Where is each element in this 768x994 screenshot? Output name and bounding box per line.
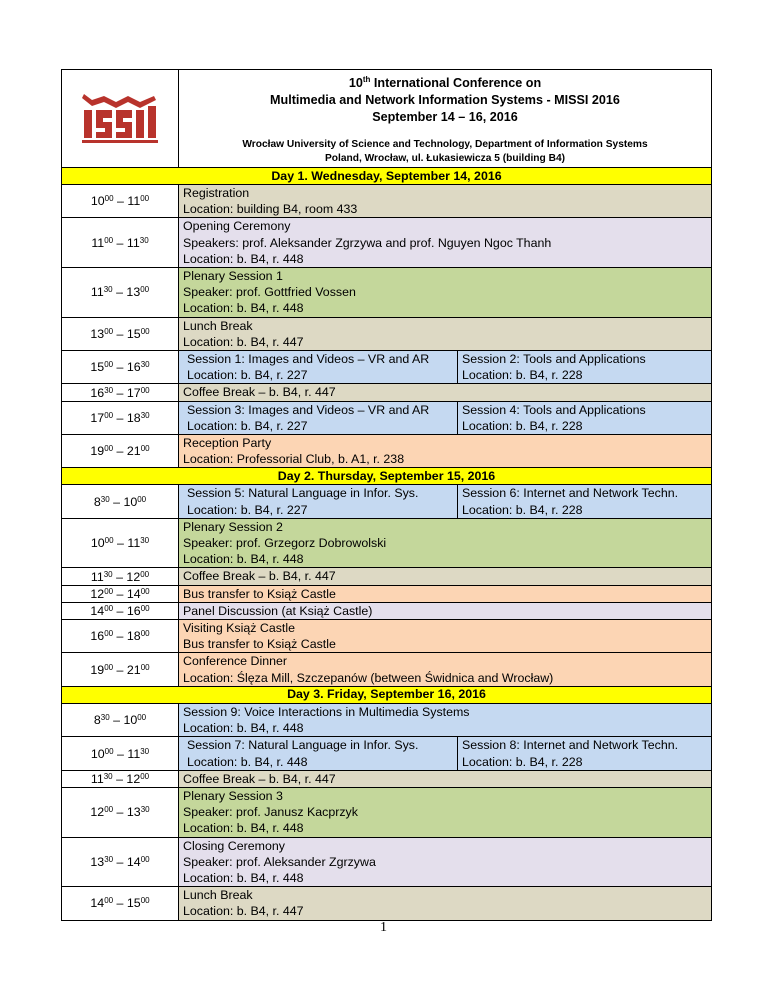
schedule-row [62,384,712,401]
header-row [62,70,712,168]
time-cell [62,770,179,787]
event-line: Speaker: prof. Gottfried Vossen [183,285,356,300]
conference-dates: September 14 – 16, 2016 [372,110,518,125]
time-cell [62,887,179,920]
schedule-row [62,317,712,350]
day-header-row [62,468,712,485]
parallel-session-right [457,737,711,769]
parallel-session-left [183,485,457,517]
event-line: Location: b. B4, r. 227 [187,502,308,517]
event-line: Session 3: Images and Videos – VR and AR [187,402,430,417]
event-cell [179,435,712,468]
page-number: 1 [380,920,387,935]
time-range: $11^{30} - 13^{00}$ [90,285,150,300]
parallel-session-right [457,351,711,383]
schedule-row [62,837,712,887]
event-cell [179,837,712,887]
schedule-row [62,518,712,568]
day-title [62,686,712,703]
time-range: $13^{30} - 14^{00}$ [90,854,150,869]
schedule-table [61,69,712,921]
parallel-session-left [183,737,457,769]
time-range: $10^{00} - 11^{30}$ [90,536,150,551]
event-line: Plenary Session 3 [183,788,283,803]
event-line: Conference Dinner [183,654,288,669]
time-cell [62,602,179,619]
time-cell [62,737,179,770]
day-title [62,168,712,185]
schedule-row [62,435,712,468]
schedule-row [62,737,712,770]
conference-title-line1: 10th International Conference on [348,74,542,91]
event-line: Speaker: prof. Janusz Kacprzyk [183,805,358,820]
time-cell [62,268,179,318]
time-range: $12^{00} - 14^{00}$ [90,586,150,601]
event-line: Bus transfer to Książ Castle [183,586,336,601]
event-line: Registration [183,186,250,200]
event-line: Location: Professorial Club, b. A1, r. 238 [183,452,405,467]
event-cell [179,703,712,736]
time-range: $11^{30} - 12^{00}$ [90,771,150,786]
event-line: Location: b. B4, r. 228 [462,368,583,383]
conference-title-line2: Multimedia and Network Information Systems - MISSI 2016 [270,93,620,108]
time-cell [62,518,179,568]
event-cell [179,585,712,602]
day-title [62,468,712,485]
conference-header [179,70,712,168]
day-title-text: Day 3. Friday, September 16, 2016 [287,687,486,702]
event-line: Location: b. B4, r. 448 [183,301,304,316]
schedule-row [62,568,712,585]
event-line: Location: b. B4, r. 447 [183,904,304,919]
event-cell [179,653,712,686]
event-cell [179,518,712,568]
time-range: $19^{00} - 21^{00}$ [90,444,150,459]
event-cell [179,384,712,401]
event-line: Location: b. B4, r. 448 [183,552,304,567]
schedule-row [62,770,712,787]
time-cell [62,620,179,653]
day-header-row [62,686,712,703]
schedule-row [62,585,712,602]
schedule-row [62,485,712,518]
event-line: Panel Discussion (at Książ Castle) [183,603,373,618]
event-line: Visiting Książ Castle [183,621,296,636]
venue-line1: Wrocław University of Science and Technology, Department of Information Systems [242,139,648,151]
time-cell [62,568,179,585]
schedule-row [62,218,712,268]
time-cell [62,317,179,350]
event-cell [179,770,712,787]
event-line: Session 7: Natural Language in Infor. Sys. [187,738,419,753]
time-cell [62,401,179,434]
time-range: $8^{30} - 10^{00}$ [93,713,147,728]
event-line: Speakers: prof. Aleksander Zgrzywa and prof. Nguyen Ngoc Thanh [183,235,552,250]
event-line: Location: b. B4, r. 448 [183,251,304,266]
logo-cell [62,70,179,168]
event-line: Location: building B4, room 433 [183,202,358,217]
time-cell [62,435,179,468]
time-range: $10^{00} - 11^{30}$ [90,746,150,761]
event-cell [179,568,712,585]
event-cell [179,485,712,518]
event-line: Coffee Break – b. B4, r. 447 [183,385,336,400]
schedule-row [62,787,712,837]
event-line: Session 5: Natural Language in Infor. Sys. [187,486,419,501]
schedule-row [62,401,712,434]
event-line: Session 1: Images and Videos – VR and AR [187,352,430,367]
event-line: Location: b. B4, r. 447 [183,334,304,349]
time-cell [62,703,179,736]
event-line: Session 2: Tools and Applications [462,352,646,367]
time-cell [62,185,179,218]
day-title-text: Day 1. Wednesday, September 14, 2016 [271,168,502,183]
event-line: Coffee Break – b. B4, r. 447 [183,771,336,786]
time-range: $16^{30} - 17^{00}$ [90,385,150,400]
event-line: Location: b. B4, r. 228 [462,418,583,433]
schedule-row [62,653,712,686]
schedule-row [62,268,712,318]
schedule-row [62,703,712,736]
event-line: Location: b. B4, r. 228 [462,754,583,769]
event-line: Location: b. B4, r. 227 [187,418,308,433]
event-cell [179,602,712,619]
day-header-row [62,168,712,185]
event-line: Session 9: Voice Interactions in Multimedia Systems [183,704,470,719]
event-line: Session 4: Tools and Applications [462,402,646,417]
time-cell [62,585,179,602]
event-cell [179,737,712,770]
time-range: $8^{30} - 10^{00}$ [93,494,147,509]
event-cell [179,401,712,434]
venue-line2: Poland, Wrocław, ul. Łukasiewicza 5 (building B4) [324,153,565,165]
event-line: Location: b. B4, r. 448 [183,870,304,885]
event-line: Location: b. B4, r. 448 [187,754,308,769]
event-cell [179,218,712,268]
time-cell [62,384,179,401]
time-range: $14^{00} - 16^{00}$ [90,603,150,618]
event-line: Opening Ceremony [183,219,291,234]
time-range: $17^{00} - 18^{30}$ [90,410,150,425]
time-range: $14^{00} - 15^{00}$ [90,896,150,911]
event-line: Lunch Break [183,318,253,333]
event-line: Location: b. B4, r. 227 [187,368,308,383]
event-line: Reception Party [183,436,272,451]
event-line: Location: b. B4, r. 228 [462,502,583,517]
time-range: $19^{00} - 21^{00}$ [90,662,150,677]
event-line: Bus transfer to Książ Castle [183,637,336,652]
event-line: Plenary Session 2 [183,519,283,534]
schedule-row [62,620,712,653]
time-range: $11^{00} - 11^{30}$ [91,235,149,250]
parallel-session-right [457,485,711,517]
issi-logo [62,70,178,164]
event-line: Location: b. B4, r. 448 [183,821,304,836]
event-cell [179,887,712,920]
event-line: Session 6: Internet and Network Techn. [462,486,679,501]
event-line: Location: b. B4, r. 448 [183,721,304,736]
time-range: $12^{00} - 13^{30}$ [90,805,150,820]
time-cell [62,787,179,837]
time-cell [62,837,179,887]
event-line: Plenary Session 1 [183,269,283,284]
time-range: $11^{30} - 12^{00}$ [90,569,150,584]
event-line: Session 8: Internet and Network Techn. [462,738,679,753]
schedule-row [62,351,712,384]
time-cell [62,351,179,384]
time-range: $10^{00} - 11^{00}$ [90,194,150,209]
event-cell [179,787,712,837]
parallel-session-left [183,351,457,383]
time-cell [62,653,179,686]
event-line: Speaker: prof. Aleksander Zgrzywa [183,854,376,869]
event-line: Coffee Break – b. B4, r. 447 [183,569,336,584]
schedule-row [62,602,712,619]
time-cell [62,485,179,518]
parallel-session-right [457,402,711,434]
event-cell [179,351,712,384]
event-line: Location: Ślęza Mill, Szczepanów (between Świdnica and Wrocław) [183,670,554,685]
event-cell [179,620,712,653]
time-range: $15^{00} - 16^{30}$ [90,360,150,375]
event-line: Lunch Break [183,888,253,903]
event-cell [179,317,712,350]
time-range: $13^{00} - 15^{00}$ [90,326,150,341]
time-cell [62,218,179,268]
day-title-text: Day 2. Thursday, September 15, 2016 [277,468,496,483]
schedule-row [62,185,712,218]
parallel-session-left [183,402,457,434]
event-cell [179,268,712,318]
time-range: $16^{00} - 18^{00}$ [90,629,150,644]
event-line: Closing Ceremony [183,838,285,853]
event-cell [179,185,712,218]
event-line: Speaker: prof. Grzegorz Dobrowolski [183,536,387,551]
schedule-row [62,887,712,920]
